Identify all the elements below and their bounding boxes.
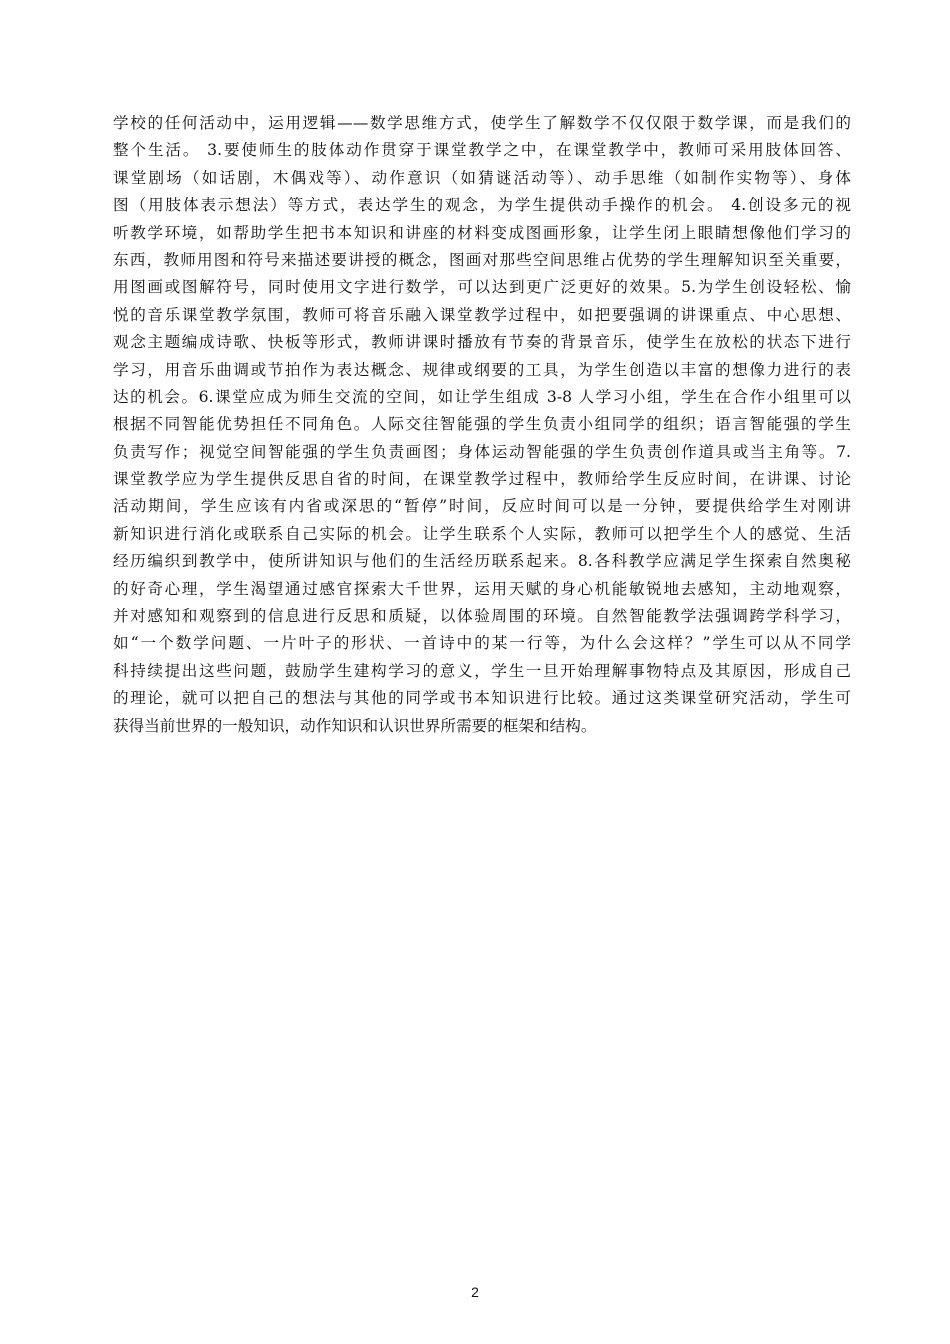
text-line: 并对感知和观察到的信息进行反思和质疑，以体验周围的环境。自然智能教学法强调跨学科学习， (113, 607, 851, 626)
text-line: 学校的任何活动中，运用逻辑——数学思维方式，使学生了解数学不仅仅限于数学课，而是我们的 (113, 114, 851, 132)
body-paragraph (113, 110, 851, 740)
text-line: 新知识进行消化或联系自己实际的机会。让学生联系个人实际，教师可以把学生个人的感觉、生活 (113, 524, 851, 543)
text-line: 听教学环境，如帮助学生把书本知识和讲座的材料变成图画形象，让学生闭上眼睛想像他们学习的 (113, 223, 851, 242)
text-line: 用图画或图解符号，同时使用文字进行数学，可以达到更广泛更好的效果。5.为学生创设轻松、愉 (113, 278, 851, 297)
text-line: 根据不同智能优势担任不同角色。人际交往智能强的学生负责小组同学的组织；语言智能强的学生 (113, 415, 851, 434)
text-line: 的理论，就可以把自己的想法与其他的同学或书本知识进行比较。通过这类课堂研究活动，学生可 (113, 689, 851, 708)
page-number: 2 (471, 1284, 479, 1300)
text-line: 课堂剧场（如话剧，木偶戏等）、动作意识（如猜谜活动等）、动手思维（如制作实物等）、身体 (113, 168, 851, 187)
text-line: 获得当前世界的一般知识，动作知识和认识世界所需要的框架和结构。 (113, 716, 597, 735)
text-line: 经历编织到教学中，使所讲知识与他们的生活经历联系起来。8.各科教学应满足学生探索自然奥秘 (113, 552, 851, 571)
text-line: 观念主题编成诗歌、快板等形式，教师讲课时播放有节奏的背景音乐，使学生在放松的状态下进行 (113, 333, 851, 352)
text-line: 图（用肢体表示想法）等方式，表达学生的观念，为学生提供动手操作的机会。 4.创设多元的视 (113, 196, 851, 215)
text-line: 整个生活。 3.要使师生的肢体动作贯穿于课堂教学之中，在课堂教学中，教师可采用肢体回答、 (113, 141, 851, 160)
text-line: 负责写作；视觉空间智能强的学生负责画图；身体运动智能强的学生负责创作道具或当主角等。7. (113, 442, 851, 461)
text-line: 的好奇心理，学生渴望通过感官探索大千世界，运用天赋的身心机能敏锐地去感知，主动地观察， (113, 579, 851, 598)
text-line: 如“一个数学问题、一片叶子的形状、一首诗中的某一行等，为什么会这样？”学生可以从不同学 (113, 634, 851, 653)
text-line: 科持续提出这些问题，鼓励学生建构学习的意义，学生一旦开始理解事物特点及其原因，形成自己 (113, 661, 851, 680)
text-line: 东西，教师用图和符号来描述要讲授的概念，图画对那些空间思维占优势的学生理解知识至关重要， (113, 250, 851, 269)
text-line: 学习，用音乐曲调或节拍作为表达概念、规律或纲要的工具，为学生创造以丰富的想像力进行的表 (113, 360, 851, 379)
text-line: 活动期间，学生应该有内省或深思的“暂停”时间，反应时间可以是一分钟，要提供给学生对刚讲 (113, 497, 851, 516)
text-line: 悦的音乐课堂教学氛围，教师可将音乐融入课堂教学过程中，如把要强调的讲课重点、中心思想、 (113, 305, 851, 324)
text-line: 达的机会。6.课堂应成为师生交流的空间，如让学生组成 3-8 人学习小组，学生在合作小组里可以 (113, 387, 851, 406)
text-line: 课堂教学应为学生提供反思自省的时间，在课堂教学过程中，教师给学生反应时间，在讲课、讨论 (113, 470, 851, 489)
